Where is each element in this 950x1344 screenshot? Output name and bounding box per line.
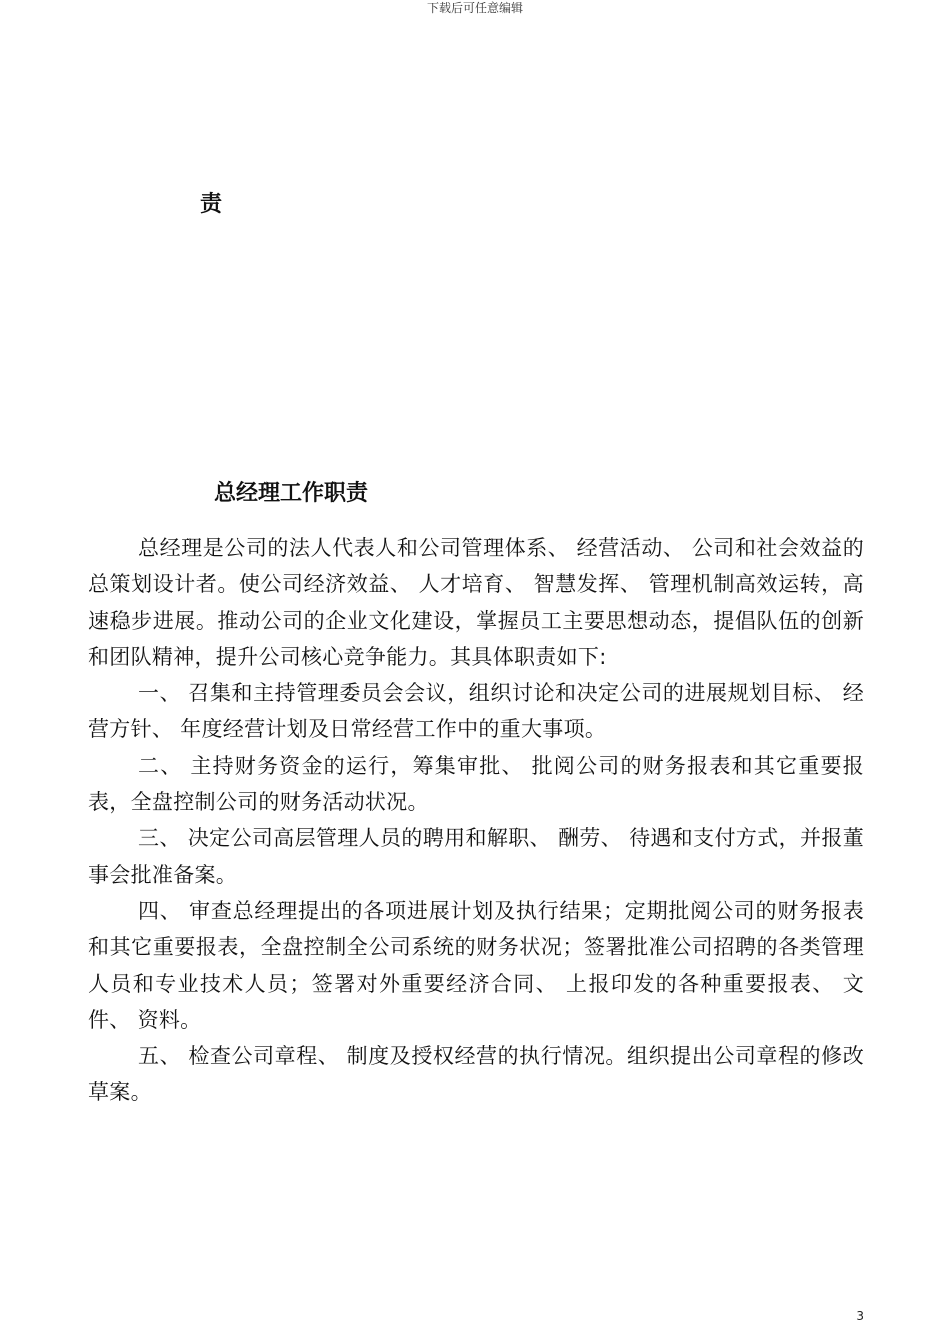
document-title: 总经理工作职责 — [214, 481, 369, 506]
document-body — [88, 530, 864, 1111]
page-number: 3 — [856, 1309, 864, 1323]
duty-item-5: 五、 检查公司章程、 制度及授权经营的执行情况。组织提出公司章程的修改草案。 — [88, 1044, 864, 1105]
duty-item-2: 二、 主持财务资金的运行，筹集审批、 批阅公司的财务报表和其它重要报表，全盘控制公司的财务活动状况。 — [88, 753, 864, 815]
header-note: 下载后可任意编辑 — [426, 1, 523, 15]
duty-item-4: 四、 审查总经理提出的各项进展计划及执行结果；定期批阅公司的财务报表和其它重要报表，全盘控制全公司系统的财务状况；签署批准公司招聘的各类管理人员和专业技术人员；签署对外重要经济合同、 上报印发的各种重要报表、 文件、 资料。 — [88, 898, 864, 1032]
duty-item-1: 一、 召集和主持管理委员会会议，组织讨论和决定公司的进展规划目标、 经营方针、 年度经营计划及日常经营工作中的重大事项。 — [88, 681, 864, 742]
intro-paragraph: 总经理是公司的法人代表人和公司管理体系、 经营活动、 公司和社会效益的总策划设计者。使公司经济效益、 人才培育、 智慧发挥、 管理机制高效运转，高速稳步进展。推动公司的企业文化建设，掌握员工主要思想动态，提倡队伍的创新和团队精神，提升公司核心竞争能力。其具体职责如下: — [88, 536, 864, 669]
duty-item-3: 三、 决定公司高层管理人员的聘用和解职、 酬劳、 待遇和支付方式，并报董事会批准备案。 — [88, 826, 864, 887]
stray-heading-fragment: 责 — [200, 192, 223, 217]
